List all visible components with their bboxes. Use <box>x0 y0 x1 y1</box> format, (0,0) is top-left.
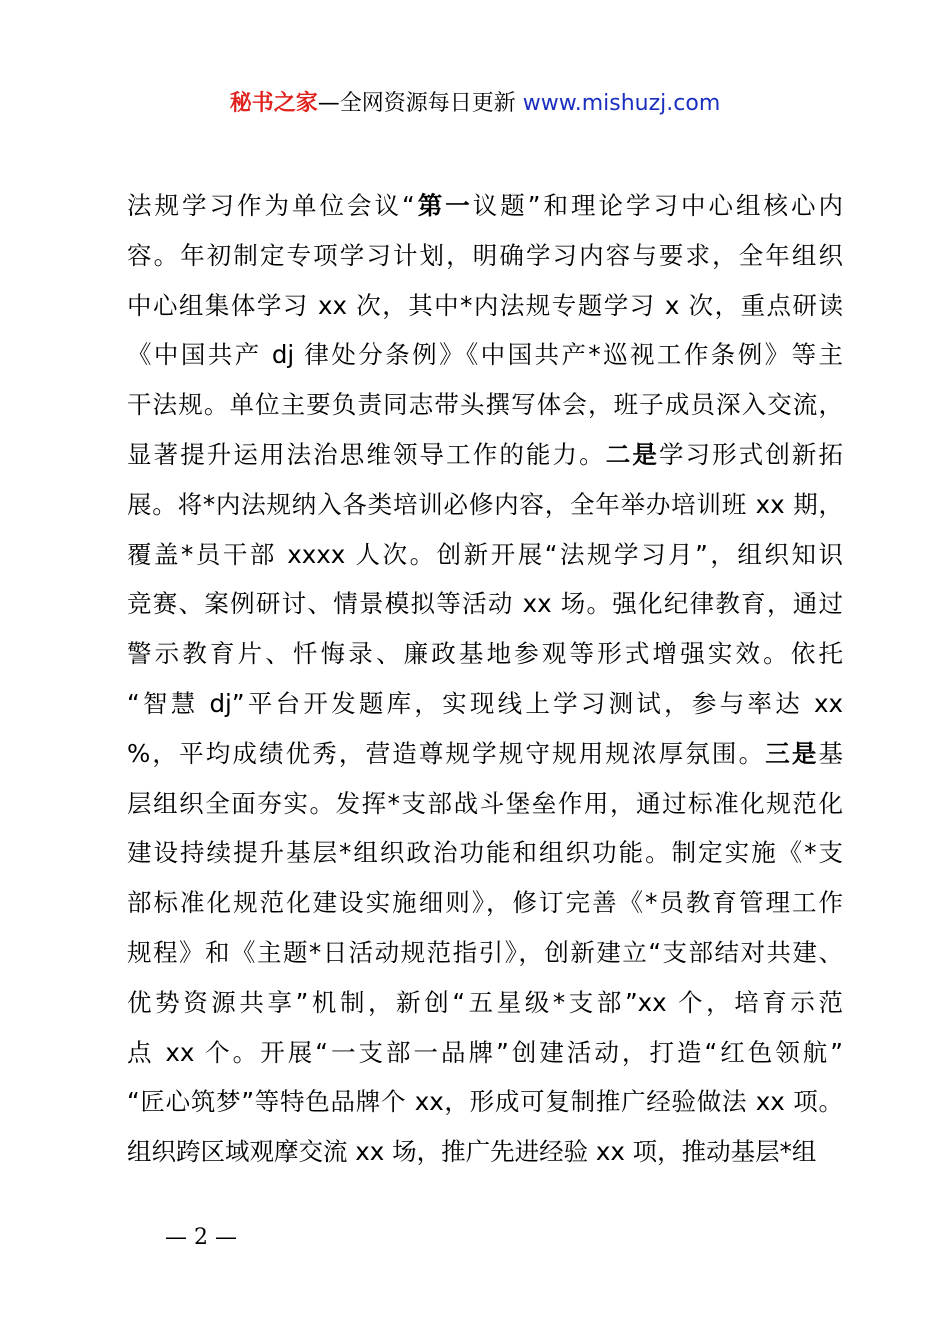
text-segment: 议题”和理论学习中心组核心内 <box>472 191 843 220</box>
text-line <box>127 530 843 580</box>
bold-text-segment: 第一 <box>414 191 473 220</box>
page-number: — 2 — <box>165 1225 237 1250</box>
bold-text-segment: 三是 <box>765 738 819 768</box>
text-line <box>127 380 843 430</box>
text-line <box>127 330 843 380</box>
text-line <box>127 928 843 978</box>
text-segment: 层组织全面夯实。发挥*支部战斗堡垒作用，通过标准化规范化 <box>127 788 843 818</box>
text-segment: 部标准化规范化建设实施细则》，修订完善《*员教育管理工作 <box>127 888 843 918</box>
text-line <box>127 1127 843 1177</box>
text-line <box>127 729 843 779</box>
text-line <box>127 978 843 1028</box>
text-segment: 中心组集体学习 xx 次，其中*内法规专题学习 x 次，重点研读 <box>127 290 843 320</box>
text-segment: 学习形式创新拓 <box>658 439 844 469</box>
text-segment: 警示教育片、忏悔录、廉政基地参观等形式增强实效。依托 <box>127 639 843 669</box>
text-segment: 优势资源共享”机制，新创“五星级*支部”xx 个，培育示范 <box>127 987 843 1017</box>
text-line <box>127 430 843 480</box>
bold-text-segment: 二是 <box>605 439 659 469</box>
text-segment: 竞赛、案例研讨、情景模拟等活动 xx 场。强化纪律教育，通过 <box>127 589 843 619</box>
text-segment: “匠心筑梦”等特色品牌个 xx，形成可复制推广经验做法 xx 项。 <box>127 1087 843 1117</box>
text-segment: 容。年初制定专项学习计划，明确学习内容与要求，全年组织 <box>127 240 843 270</box>
text-line <box>127 231 843 281</box>
text-line <box>127 1028 843 1078</box>
text-line <box>127 878 843 928</box>
text-line <box>127 579 843 629</box>
site-url: www.mishuzj.com <box>522 91 721 116</box>
site-header <box>0 86 950 122</box>
text-line <box>127 1077 843 1127</box>
text-line <box>127 181 843 231</box>
text-segment: “智慧 dj”平台开发题库，实现线上学习测试，参与率达 xx <box>127 688 843 718</box>
text-segment: 法规学习作为单位会议“ <box>127 191 415 220</box>
body-text <box>127 181 843 1177</box>
text-segment: 展。将*内法规纳入各类培训必修内容，全年举办培训班 xx 期， <box>127 489 843 519</box>
text-line <box>127 779 843 829</box>
header-slogan: —全网资源每日更新 <box>317 91 523 116</box>
text-line <box>127 679 843 729</box>
text-segment: %，平均成绩优秀，营造尊规学规守规用规浓厚氛围。 <box>127 738 766 768</box>
text-segment: 点 xx 个。开展“一支部一品牌”创建活动，打造“红色领航” <box>127 1037 843 1067</box>
text-segment: 覆盖*员干部 xxxx 人次。创新开展“法规学习月”，组织知识 <box>127 539 843 569</box>
text-segment: 基 <box>818 738 844 768</box>
text-segment: 组织跨区域观摩交流 xx 场，推广先进经验 xx 项，推动基层*组 <box>127 1137 817 1167</box>
text-segment: 干法规。单位主要负责同志带头撰写体会，班子成员深入交流， <box>127 390 843 420</box>
text-segment: 《中国共产 dj 律处分条例》《中国共产*巡视工作条例》等主 <box>127 340 843 370</box>
brand-name: 秘书之家 <box>229 91 318 116</box>
text-segment: 建设持续提升基层*组织政治功能和组织功能。制定实施《*支 <box>127 838 843 868</box>
text-line <box>127 281 843 331</box>
text-segment: 显著提升运用法治思维领导工作的能力。 <box>127 439 606 469</box>
text-line <box>127 629 843 679</box>
text-line <box>127 828 843 878</box>
text-line <box>127 480 843 530</box>
text-segment: 规程》和《主题*日活动规范指引》，创新建立“支部结对共建、 <box>127 937 843 967</box>
